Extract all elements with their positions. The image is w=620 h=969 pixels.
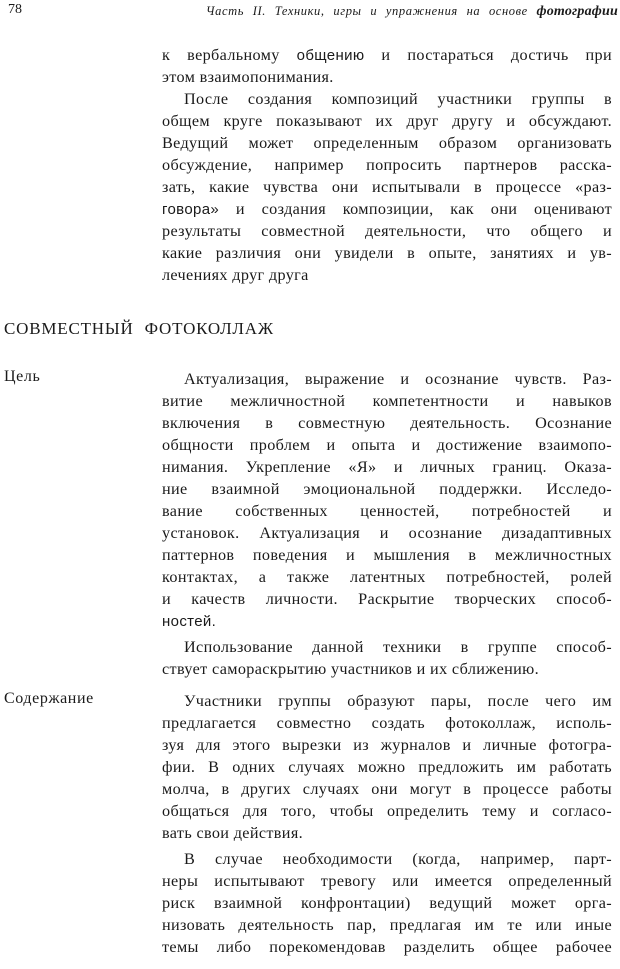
text-line: к вербальному общению и постараться достичь при <box>162 46 612 64</box>
text-line: обсуждение, например попросить партнеров расска- <box>162 156 612 174</box>
text-line: В случае необходимости (когда, например, парт- <box>184 850 612 868</box>
text-line: нимания. Укрепление «Я» и личных границ. Оказа- <box>162 458 612 476</box>
text-line: молча, в других случаях они могут в процессе работы <box>162 780 612 798</box>
text-line: неры испытывают тревогу или имеется определенный <box>162 872 612 890</box>
text-line: темы либо порекомендовав разделить общее рабочее <box>162 938 612 956</box>
text-line: зуя для этого вырезки из журналов и личные фотогра- <box>162 736 612 754</box>
text-line: какие различия они увидели в опыте, занятиях и ув- <box>162 244 612 262</box>
goal-label: Цель <box>4 368 41 385</box>
text-line: контактах, а также латентных потребностей, ролей <box>162 568 612 586</box>
section-title: СОВМЕСТНЫЙ ФОТОКОЛЛАЖ <box>4 319 274 338</box>
text-line: общем круге показывают их друг другу и обсуждают. <box>162 112 612 130</box>
emphasis-word: общению <box>296 47 365 64</box>
goal-paragraphs <box>162 368 612 680</box>
text-line: установок. Актуализация и осознание дизадаптивных <box>162 524 612 542</box>
content-paragraphs <box>162 690 612 958</box>
text-line: общности проблем и опыта и достижение взаимопо- <box>162 436 612 454</box>
text-line: результаты совместной деятельности, что общего и <box>162 222 612 240</box>
text-line: лечениях друг друга <box>162 266 309 284</box>
text-line <box>162 610 612 632</box>
text-line: риск взаимной конфронтации) ведущий может орга- <box>162 894 612 912</box>
text-line: Актуализация, выражение и осознание чувств. Раз- <box>184 370 612 388</box>
running-head-bold: фотографии <box>536 4 618 19</box>
text-line: Использование данной техники в группе способ- <box>184 638 612 656</box>
text-line: зать, какие чувства они испытывали в процессе «раз- <box>162 178 612 196</box>
emphasis-word: говора» <box>162 201 220 218</box>
text-line: включения в совместную деятельность. Осознание <box>162 414 612 432</box>
text-line: низовать деятельность пар, предлагая им те или иные <box>162 916 612 934</box>
text-line: предлагается совместно создать фотоколлаж, исполь- <box>162 714 612 732</box>
text-line: говора» и создания композиции, как они оценивают <box>162 200 612 218</box>
text-line: ние взаимной эмоциональной поддержки. Исследо- <box>162 480 612 498</box>
text-line: Участники группы образуют пары, после чего им <box>184 692 612 710</box>
content-label: Содержание <box>4 690 94 707</box>
page-number: 78 <box>8 2 22 17</box>
text-line: После создания композиций участники группы в <box>184 90 612 108</box>
text-line: ствует самораскрытию участников и их сближению. <box>162 660 539 678</box>
text-line: и качеств личности. Раскрытие творческих способ- <box>162 590 612 608</box>
text-line: фии. В одних случаях можно предложить им работать <box>162 758 612 776</box>
intro-paragraphs <box>162 44 612 286</box>
emphasis-word: ностей. <box>162 613 217 630</box>
text-line: вать свои действия. <box>162 824 304 842</box>
text-line: общаться для того, чтобы определить тему и согласо- <box>162 802 612 820</box>
text-line: вание собственных ценностей, потребностей и <box>162 502 612 520</box>
text-line: паттернов поведения и мышления в межличностных <box>162 546 612 564</box>
text-line: Ведущий может определенным образом организовать <box>162 134 612 152</box>
running-head: Часть II. Техники, игры и упражнения на основе фотографии <box>205 4 618 19</box>
text-line: этом взаимопонимания. <box>162 68 334 86</box>
text-line: витие межличностной компетентности и навыков <box>162 392 612 410</box>
